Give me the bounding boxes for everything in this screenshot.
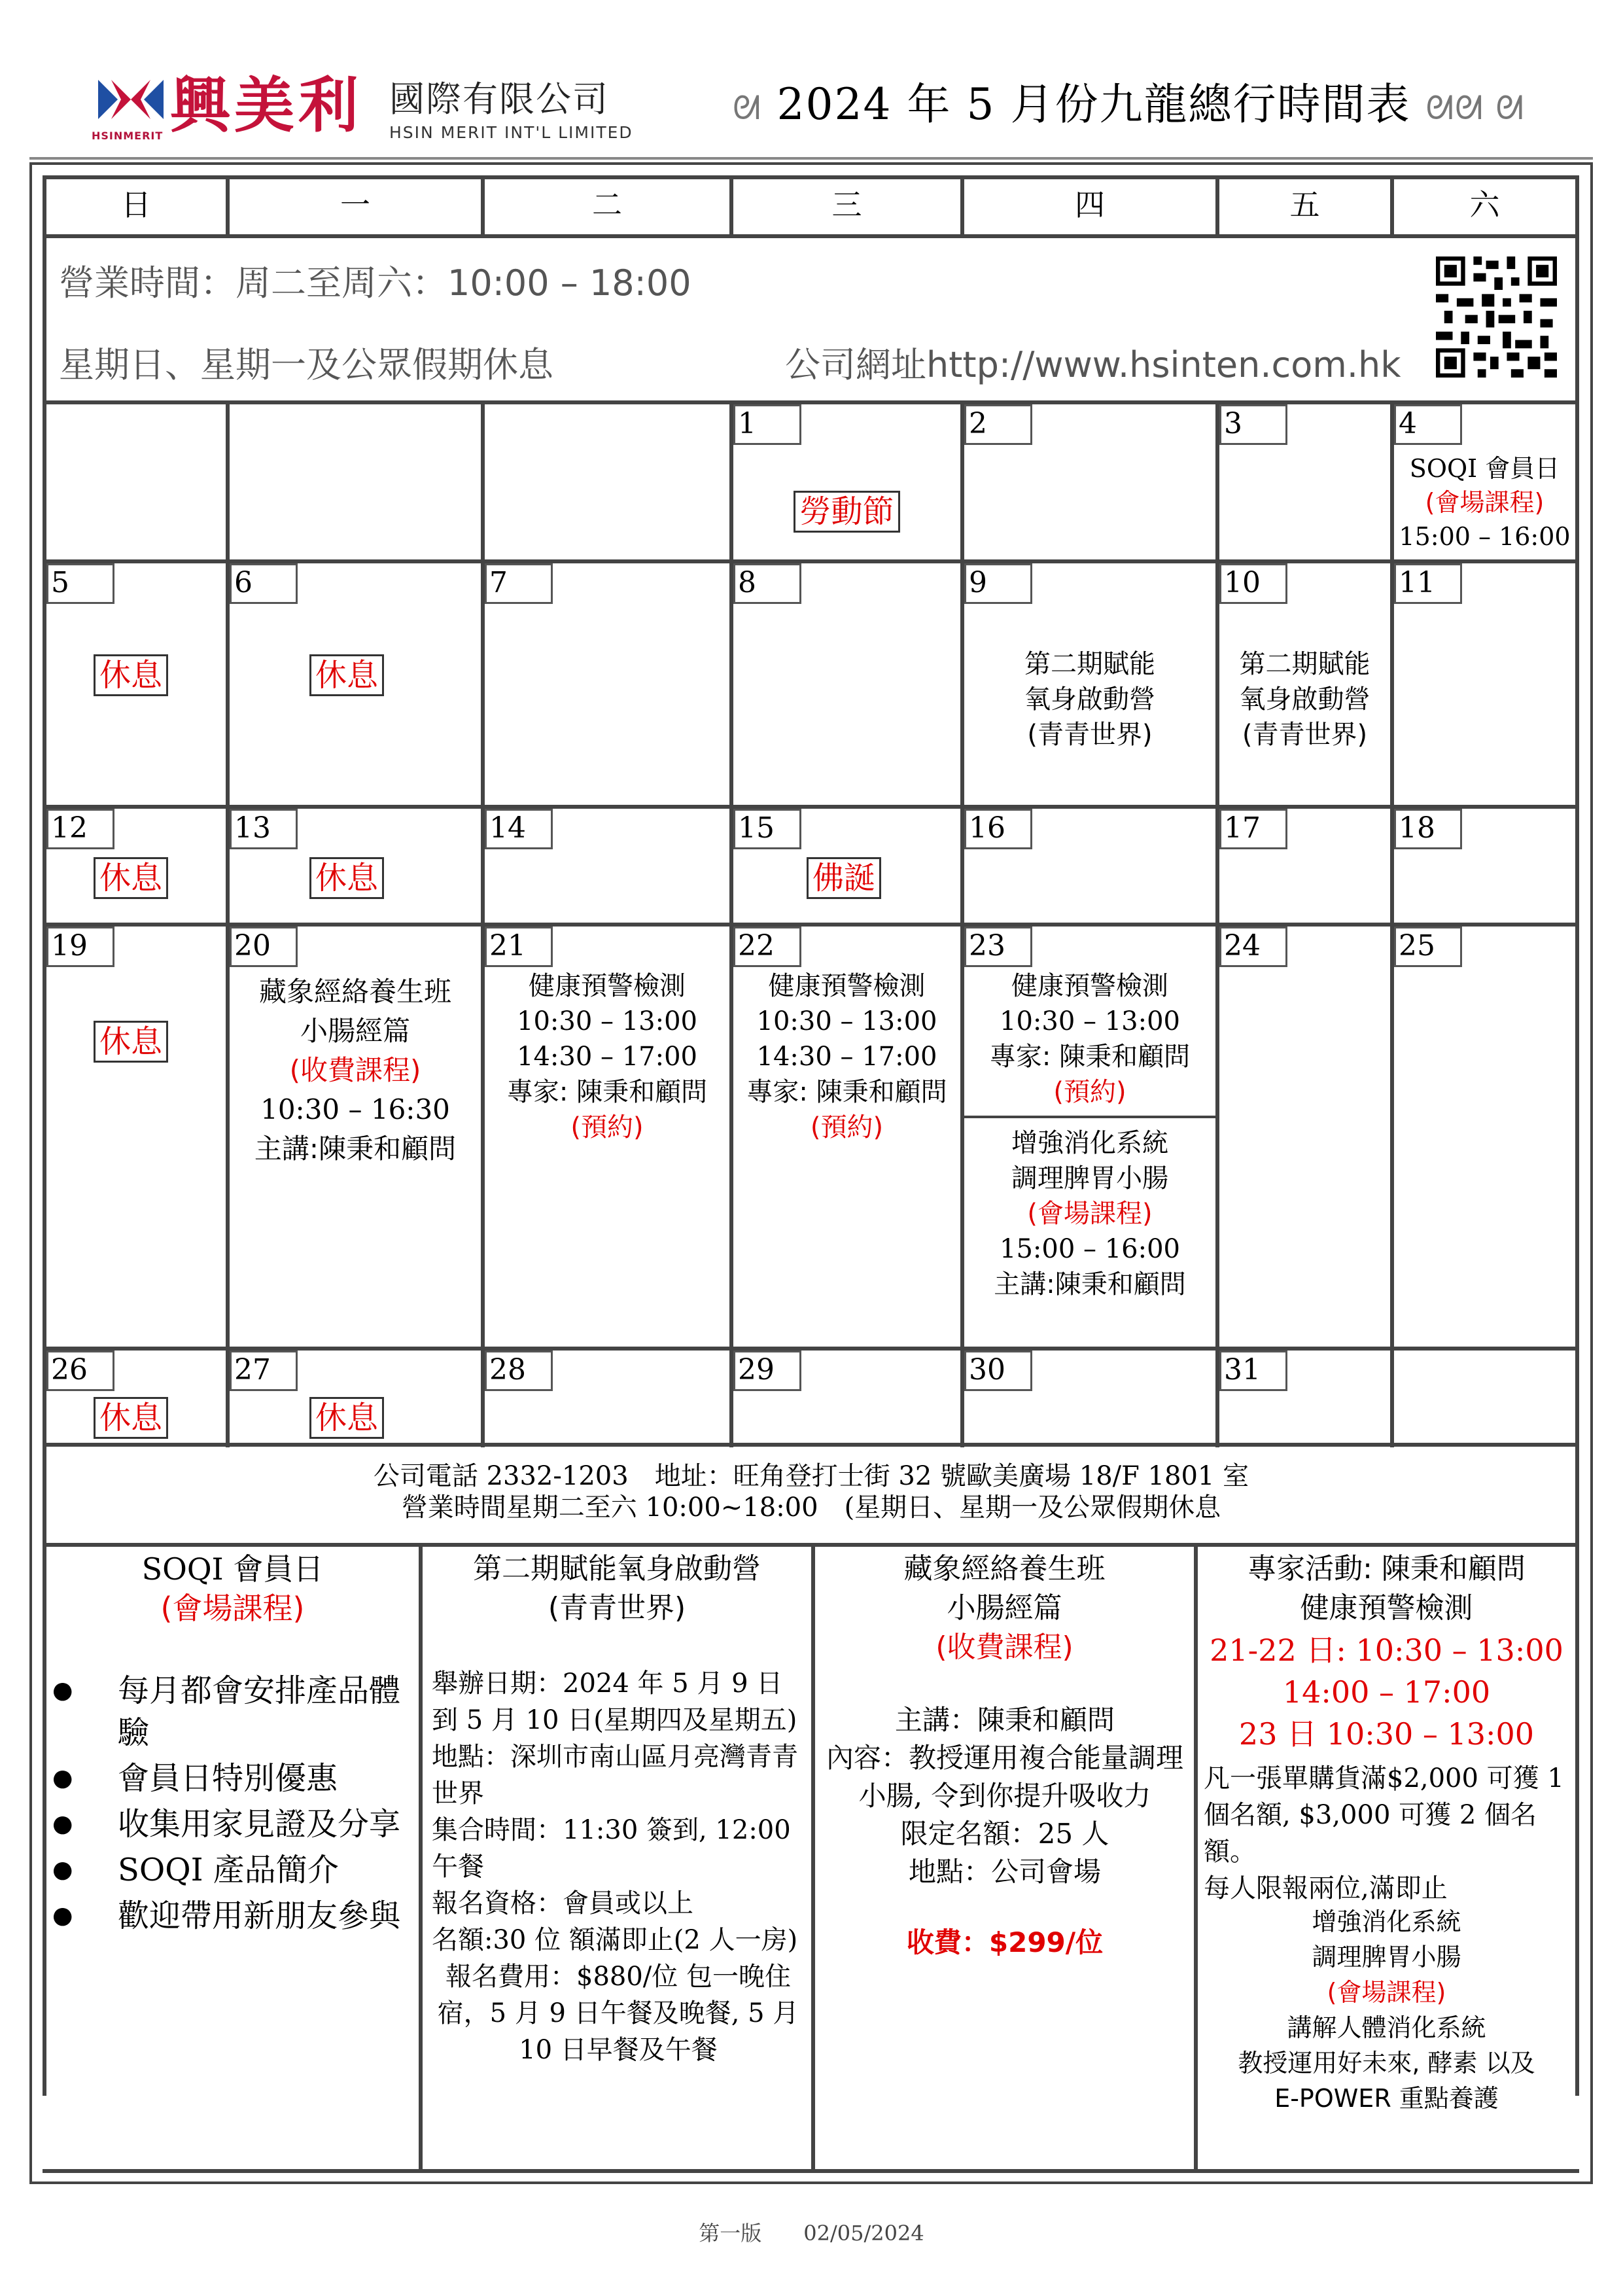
grid-line — [43, 1443, 1579, 1447]
date-16: 16 — [964, 809, 1032, 849]
page-title-row — [733, 75, 1570, 137]
grid-line — [226, 400, 230, 1447]
grid-line — [43, 234, 1579, 238]
date-3: 3 — [1219, 404, 1287, 445]
weekday-sat: 六 — [1469, 187, 1500, 222]
detail-line: E-POWER 重點養護 — [1274, 2084, 1499, 2113]
detail-line: 報名費用：$880/位 包一晚住宿，5 月 9 日午餐及晚餐, 5 月 10 日早餐及午餐 — [437, 1962, 799, 2065]
event-time: 15:00 – 16:00 — [1399, 522, 1571, 551]
ornament-icon: ᘛᘛ ᘛ — [1425, 89, 1525, 127]
grid-line — [1575, 175, 1579, 2096]
event-time: 10:30 – 13:00 — [1000, 1006, 1180, 1036]
website-link[interactable]: 公司網址http://www.hsinten.com.hk — [785, 344, 1401, 385]
weekday-tue: 二 — [592, 187, 622, 222]
event-tag: (預約) — [570, 1112, 644, 1142]
camp-event[interactable] — [1219, 646, 1390, 752]
detail-subtitle: (會場課程) — [1327, 1978, 1446, 2007]
weekday-sun: 日 — [121, 187, 151, 222]
detail-subtitle: (收費課程) — [935, 1631, 1073, 1664]
weekday-wed: 三 — [831, 187, 862, 222]
date-30: 30 — [964, 1351, 1032, 1391]
date-20: 20 — [230, 927, 298, 967]
date-14: 14 — [485, 809, 553, 849]
event-expert: 專家: 陳秉和顧問 — [989, 1042, 1191, 1072]
detail-line: 增強消化系統 — [1312, 1907, 1461, 1936]
class-detail-title — [815, 1549, 1194, 1667]
detail-line: 講解人體消化系統 — [1287, 2013, 1486, 2042]
logo-mark-icon — [92, 73, 170, 126]
digestion-detail — [1198, 1904, 1575, 2116]
expert-detail-title — [1198, 1549, 1575, 1628]
qr-code-icon — [1436, 256, 1557, 378]
detail-line: 名額:30 位 額滿即止(2 人一房) — [432, 1925, 798, 1955]
event-time: 15:00 – 16:00 — [1000, 1234, 1180, 1264]
schedule-line: 23 日 10:30 – 13:00 — [1238, 1716, 1535, 1752]
detail-line: 凡一張單購貨滿$2,000 可獲 1 個名額, $3,000 可獲 2 個名額。 — [1204, 1763, 1564, 1867]
event-line: 主講:陳秉和顧問 — [254, 1133, 457, 1165]
event-line: 氧身啟動營 — [1239, 684, 1370, 715]
date-23: 23 — [964, 927, 1032, 967]
company-name-cn: 國際有限公司 — [389, 79, 609, 120]
event-line: 第二期賦能 — [1024, 649, 1155, 679]
date-22: 22 — [733, 927, 801, 967]
event-line: (青青世界) — [1027, 720, 1153, 750]
grid-line — [1390, 400, 1394, 1447]
date-21: 21 — [485, 927, 553, 967]
event-time: 14:30 – 17:00 — [756, 1042, 937, 1072]
fee-label: 收費：$299/位 — [906, 1926, 1104, 1958]
company-logo — [92, 73, 641, 150]
list-item: ● 每月都會安排產品體驗 — [52, 1670, 419, 1754]
event-expert: 專家: 陳秉和顧問 — [506, 1077, 708, 1107]
date-15: 15 — [733, 809, 801, 849]
detail-line: 地點：深圳市南山區月亮灣青青世界 — [432, 1742, 798, 1809]
event-line: 第二期賦能 — [1239, 649, 1370, 679]
event-time: 14:30 – 17:00 — [517, 1042, 697, 1072]
detail-line: 內容：教授運用複合能量調理小腸, 令到你提升吸收力 — [826, 1742, 1183, 1812]
list-item: ● 歡迎帶用新朋友參與 — [52, 1895, 419, 1937]
grid-line — [43, 175, 46, 2096]
date-29: 29 — [733, 1351, 801, 1391]
event-time: 10:30 – 16:30 — [260, 1093, 450, 1125]
closed-days: 星期日、星期一及公眾假期休息 — [59, 344, 553, 385]
rest-label: 休息 — [281, 654, 412, 696]
detail-line: 主講：陳秉和顧問 — [894, 1704, 1115, 1736]
event-line: 主講:陳秉和顧問 — [994, 1269, 1186, 1299]
event-line: 氧身啟動營 — [1024, 684, 1155, 715]
grid-line — [1215, 400, 1219, 1447]
date-25: 25 — [1394, 927, 1462, 967]
event-time: 10:30 – 13:00 — [517, 1006, 697, 1036]
soqi-detail-title — [46, 1549, 419, 1628]
detail-title: 專家活動: 陳秉和顧問 — [1248, 1552, 1526, 1585]
event-line: 藏象經絡養生班 — [258, 976, 451, 1008]
camp-event[interactable] — [964, 646, 1215, 752]
date-7: 7 — [485, 563, 553, 604]
meridian-class-event[interactable] — [230, 972, 481, 1169]
date-1: 1 — [733, 404, 801, 445]
health-check-event[interactable] — [733, 968, 960, 1145]
event-line: (青青世界) — [1242, 720, 1368, 750]
detail-title: 健康預警檢測 — [1300, 1591, 1473, 1625]
company-name-en: HSIN MERIT INT'L LIMITED — [389, 123, 633, 142]
event-title: 健康預警檢測 — [529, 971, 686, 1001]
event-line: 小腸經篇 — [300, 1015, 410, 1047]
detail-title: SOQI 會員日 — [141, 1551, 324, 1587]
rest-label: 休息 — [65, 857, 196, 899]
date-5: 5 — [46, 563, 114, 604]
detail-line: 舉辦日期：2024 年 5 月 9 日 到 5 月 10 日(星期四及星期五) — [432, 1669, 797, 1735]
header-divider — [29, 157, 1593, 160]
weekday-fri: 五 — [1289, 187, 1320, 222]
version-footer: 第一版 02/05/2024 — [699, 2221, 924, 2246]
date-18: 18 — [1394, 809, 1462, 849]
business-hours: 營業時間：周二至周六：10:00 – 18:00 — [59, 262, 691, 304]
date-24: 24 — [1219, 927, 1287, 967]
event-time: 10:30 – 13:00 — [756, 1006, 937, 1036]
digestion-course-event[interactable] — [964, 1125, 1215, 1302]
holiday-buddha: 佛誕 — [778, 857, 909, 899]
detail-title: 藏象經絡養生班 — [903, 1552, 1106, 1585]
event-line: 增強消化系統 — [1011, 1128, 1168, 1158]
grid-line — [481, 400, 485, 1447]
contact-line: 公司電話 2332-1203 地址：旺角登打士街 32 號歐美廣場 18/F 1801 室 — [373, 1461, 1249, 1491]
event-title: SOQI 會員日 — [1409, 454, 1560, 483]
date-2: 2 — [964, 404, 1032, 445]
date-31: 31 — [1219, 1351, 1287, 1391]
soqi-benefit-list — [52, 1670, 419, 1941]
holiday-labour-day: 勞動節 — [733, 491, 960, 533]
grid-line — [729, 400, 733, 1447]
event-tag: (會場課程) — [1027, 1199, 1153, 1229]
weekday-mon: 一 — [340, 187, 370, 222]
rest-label: 休息 — [65, 1021, 196, 1063]
grid-line — [419, 1543, 423, 2171]
date-9: 9 — [964, 563, 1032, 604]
date-6: 6 — [230, 563, 298, 604]
ornament-icon: ᘛ — [733, 89, 762, 127]
detail-line: 每人限報兩位,滿即止 — [1204, 1873, 1448, 1903]
logo-chinese-name: 興美利 — [170, 71, 363, 141]
rest-label: 休息 — [281, 1397, 412, 1439]
expert-terms — [1204, 1760, 1574, 1907]
camp-detail-body — [432, 1665, 805, 2068]
health-check-event[interactable] — [485, 968, 729, 1145]
camp-detail-title — [423, 1549, 811, 1628]
date-12: 12 — [46, 809, 114, 849]
schedule-line: 14:00 – 17:00 — [1282, 1674, 1491, 1710]
detail-line: 集合時間：11:30 簽到, 12:00 午餐 — [432, 1815, 791, 1882]
rest-label: 休息 — [65, 1397, 196, 1439]
list-item: ● SOQI 產品簡介 — [52, 1849, 419, 1891]
detail-line: 調理脾胃小腸 — [1312, 1943, 1461, 1971]
grid-line — [43, 400, 1579, 404]
detail-title: 第二期賦能氧身啟動營 — [473, 1552, 761, 1585]
detail-title: 小腸經篇 — [947, 1591, 1062, 1625]
detail-line: 地點：公司會場 — [908, 1856, 1101, 1888]
hours-line: 營業時間星期二至六 10:00~18:00 (星期日、星期一及公眾假期休息 — [401, 1492, 1221, 1523]
logo-small-text: HSINMERIT — [92, 130, 164, 142]
event-expert: 專家: 陳秉和顧問 — [746, 1077, 947, 1107]
detail-subtitle: (會場課程) — [160, 1591, 305, 1626]
date-28: 28 — [485, 1351, 553, 1391]
rest-label: 休息 — [281, 857, 412, 899]
detail-line: 教授運用好未來, 酵素 以及 — [1238, 2049, 1535, 2077]
date-17: 17 — [1219, 809, 1287, 849]
cell-divider — [964, 1116, 1215, 1118]
date-13: 13 — [230, 809, 298, 849]
soqi-day-event[interactable] — [1394, 451, 1575, 554]
event-title: 健康預警檢測 — [1011, 971, 1168, 1001]
event-tag: (收費課程) — [289, 1054, 421, 1086]
date-19: 19 — [46, 927, 114, 967]
class-detail-body — [822, 1701, 1188, 1962]
rest-label: 休息 — [65, 654, 196, 696]
event-title: 健康預警檢測 — [768, 971, 926, 1001]
event-tag: (預約) — [1053, 1077, 1126, 1107]
page-title: 2024 年 5 月份九龍總行時間表 — [777, 79, 1411, 130]
detail-line: 限定名額：25 人 — [900, 1818, 1109, 1850]
date-8: 8 — [733, 563, 801, 604]
list-item: ● 收集用家見證及分享 — [52, 1803, 419, 1845]
detail-line: 報名資格：會員或以上 — [432, 1888, 693, 1918]
date-11: 11 — [1394, 563, 1462, 604]
health-check-event[interactable] — [964, 968, 1215, 1110]
event-line: 調理脾胃小腸 — [1011, 1163, 1168, 1193]
list-item: ● 會員日特別優惠 — [52, 1757, 419, 1799]
date-26: 26 — [46, 1351, 114, 1391]
date-27: 27 — [230, 1351, 298, 1391]
detail-subtitle: (青青世界) — [548, 1591, 686, 1625]
expert-schedule — [1198, 1629, 1575, 1755]
date-4: 4 — [1394, 404, 1462, 445]
schedule-line: 21-22 日: 10:30 – 13:00 — [1210, 1633, 1563, 1668]
date-10: 10 — [1219, 563, 1287, 604]
event-tag: (預約) — [810, 1112, 884, 1142]
event-tag: (會場課程) — [1425, 488, 1544, 517]
weekday-thu: 四 — [1075, 187, 1105, 222]
